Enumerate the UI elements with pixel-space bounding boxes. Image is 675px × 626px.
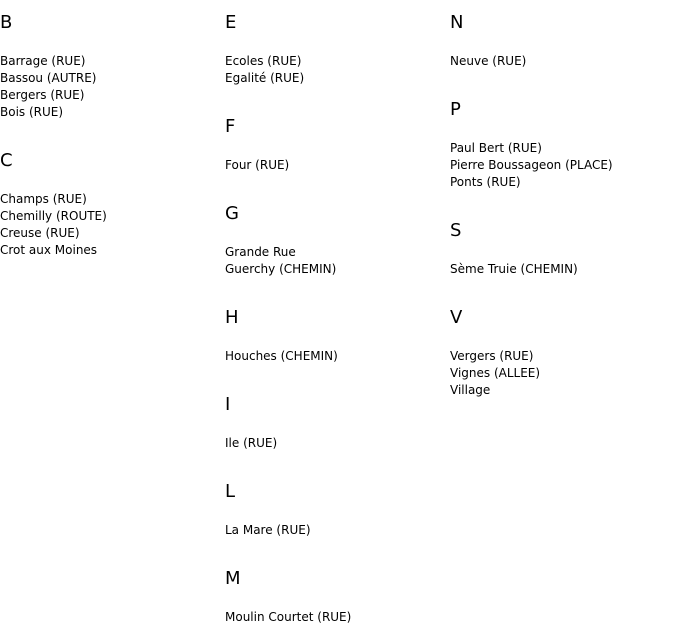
street-list — [225, 53, 450, 87]
letter-group — [0, 12, 225, 121]
street-link[interactable]: La Mare (RUE) — [225, 523, 311, 537]
letter-heading: H — [225, 307, 239, 328]
letter-heading: I — [225, 394, 231, 415]
street-list — [225, 522, 450, 539]
street-link[interactable]: Vergers (RUE) — [450, 349, 534, 363]
street-link[interactable]: Guerchy (CHEMIN) — [225, 262, 337, 276]
street-link[interactable]: Pierre Boussageon (PLACE) — [450, 158, 613, 172]
letter-group — [225, 307, 450, 365]
street-link[interactable]: Chemilly (ROUTE) — [0, 209, 107, 223]
letter-group — [450, 307, 675, 399]
letter-group — [450, 99, 675, 191]
street-list — [450, 140, 675, 191]
street-list — [450, 261, 675, 278]
street-link[interactable]: Sème Truie (CHEMIN) — [450, 262, 578, 276]
letter-group — [225, 394, 450, 452]
letter-group — [450, 12, 675, 70]
letter-heading: F — [225, 116, 236, 137]
letter-heading: G — [225, 203, 239, 224]
letter-group — [225, 568, 450, 626]
street-list — [225, 244, 450, 278]
street-link[interactable]: Egalité (RUE) — [225, 71, 305, 85]
street-list — [225, 348, 450, 365]
street-link[interactable]: Champs (RUE) — [0, 192, 87, 206]
letter-group — [0, 150, 225, 259]
street-index-column-1 — [0, 0, 225, 259]
letter-heading: S — [450, 220, 462, 241]
street-index-column-3 — [450, 0, 675, 399]
street-link[interactable]: Neuve (RUE) — [450, 54, 527, 68]
street-link[interactable]: Grande Rue — [225, 245, 296, 259]
street-link[interactable]: Bergers (RUE) — [0, 88, 85, 102]
street-list — [450, 348, 675, 399]
street-link[interactable]: Crot aux Moines — [0, 243, 98, 257]
street-link[interactable]: Ponts (RUE) — [450, 175, 521, 189]
street-link[interactable]: Houches (CHEMIN) — [225, 349, 338, 363]
street-list — [0, 53, 225, 121]
letter-group — [225, 203, 450, 278]
street-link[interactable]: Barrage (RUE) — [0, 54, 86, 68]
letter-group — [225, 116, 450, 174]
letter-heading: C — [0, 150, 13, 171]
letter-group — [450, 220, 675, 278]
street-link[interactable]: Creuse (RUE) — [0, 226, 80, 240]
street-link[interactable]: Moulin Courtet (RUE) — [225, 610, 352, 624]
street-list — [225, 435, 450, 452]
street-list — [225, 609, 450, 626]
street-index-column-2 — [225, 0, 450, 626]
street-link[interactable]: Four (RUE) — [225, 158, 290, 172]
street-list — [225, 157, 450, 174]
letter-heading: N — [450, 12, 464, 33]
letter-heading: E — [225, 12, 237, 33]
letter-heading: M — [225, 568, 241, 589]
street-link[interactable]: Village — [450, 383, 491, 397]
letter-group — [225, 12, 450, 87]
street-link[interactable]: Paul Bert (RUE) — [450, 141, 542, 155]
street-link[interactable]: Bassou (AUTRE) — [0, 71, 97, 85]
street-link[interactable]: Bois (RUE) — [0, 105, 64, 119]
street-link[interactable]: Vignes (ALLEE) — [450, 366, 541, 380]
street-list — [450, 53, 675, 70]
street-link[interactable]: Ile (RUE) — [225, 436, 278, 450]
letter-group — [225, 481, 450, 539]
street-list — [0, 191, 225, 259]
letter-heading: V — [450, 307, 463, 328]
letter-heading: L — [225, 481, 236, 502]
street-link[interactable]: Ecoles (RUE) — [225, 54, 302, 68]
letter-heading: P — [450, 99, 461, 120]
letter-heading: B — [0, 12, 13, 33]
